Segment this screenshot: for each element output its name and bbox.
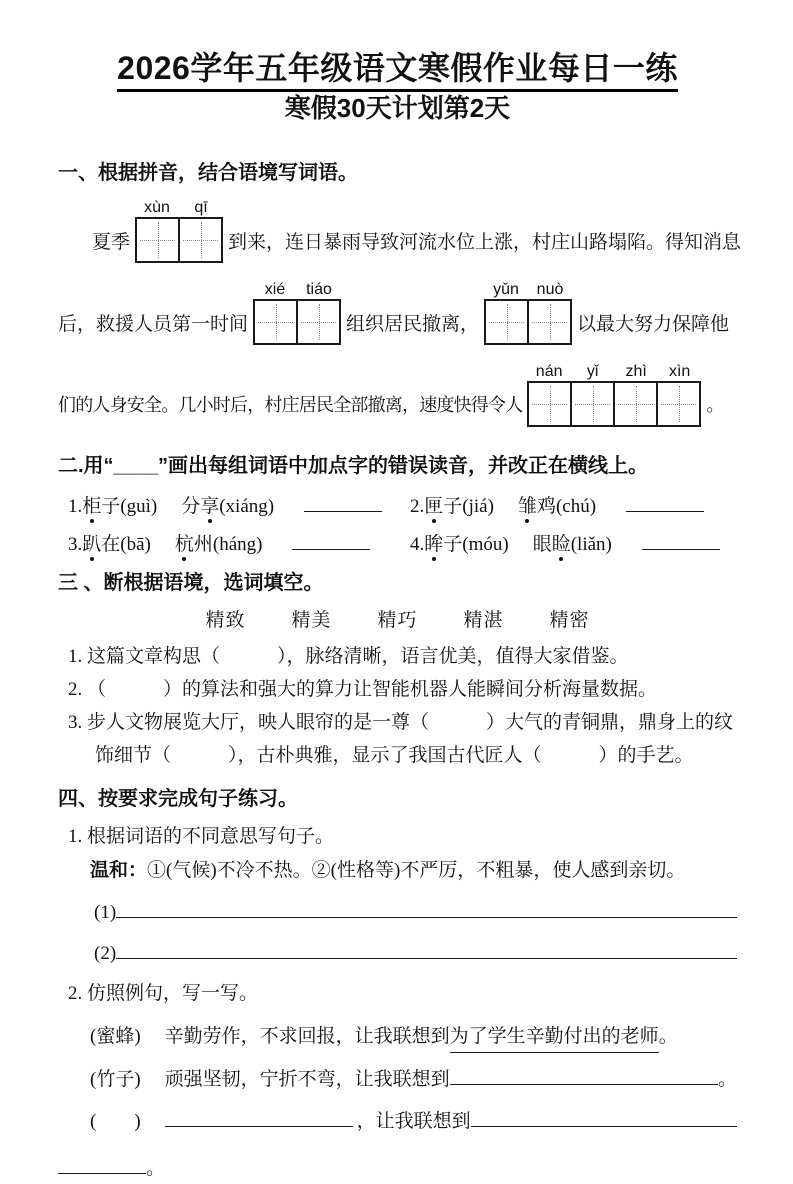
word-pair: [82, 491, 157, 518]
section2-heading: 二.用“____”画出每组词语中加点字的错误读音，并改正在横线上。: [58, 454, 649, 477]
section4-q2-title: 2. 仿照例句，写一写。: [68, 982, 259, 1004]
answer-blank: [471, 1108, 737, 1127]
page-title: 2026学年五年级语文寒假作业每日一练: [117, 50, 678, 92]
section3-item-1: 1. 这篇文章构思（ ），脉络清晰，语言优美，值得大家借鉴。: [68, 645, 629, 667]
word-text: 子(guì): [101, 495, 158, 517]
answer-blank: [642, 531, 720, 550]
writing-cell: [613, 381, 658, 427]
answer-blank: [58, 1155, 146, 1174]
pinyin-writing-grid-yunnuo: [484, 281, 572, 345]
word-bank-item: 精湛: [463, 609, 504, 631]
word-pair: [424, 529, 508, 556]
dotted-char: 杭: [175, 529, 194, 556]
answer-line-1: [94, 898, 737, 928]
answer-blank: [304, 493, 382, 512]
pinyin-label: [527, 364, 701, 380]
pinyin-syllable: tiáo: [306, 281, 332, 299]
pinyin-syllable: yǐ: [586, 363, 599, 381]
writing-cell: [527, 381, 572, 427]
item-number: 4.: [410, 533, 425, 555]
section3-heading: 三 、断根据语境，选词填空。: [58, 571, 324, 594]
pinyin-writing-grid-nanyizhixin: [527, 363, 701, 427]
pinyin-syllable: nán: [535, 363, 563, 381]
item-number: 2.: [410, 495, 425, 517]
row1-tail-text: 到来，连日暴雨导致河流水位上涨，村庄山路塌陷。得知消息: [228, 231, 742, 253]
section2-items: [68, 491, 737, 556]
page-subtitle: 寒假30天计划第2天: [284, 92, 511, 123]
section1-row3: [58, 363, 737, 429]
answer-line-label: (2): [94, 942, 117, 964]
pinyin-syllable: yǔn: [493, 281, 519, 299]
writing-cells: [527, 381, 701, 427]
example-answer-underlined: 为了学生辛勤付出的老师: [450, 1021, 659, 1053]
word-text: 子(móu): [443, 533, 509, 555]
pinyin-syllable: xié: [264, 281, 286, 299]
writing-cell: [484, 299, 529, 345]
dotted-char: 柜: [82, 491, 101, 518]
definition-line: [90, 855, 737, 887]
practice-text: 顽强坚韧，宁折不弯，让我联想到: [164, 1068, 450, 1090]
dotted-char: 趴: [82, 529, 101, 556]
word-text: 眼: [532, 533, 552, 555]
section3-item-2: 2. （ ）的算法和强大的算力让智能机器人能瞬间分析海量数据。: [68, 678, 658, 700]
word-bank-item: 精密: [549, 609, 590, 631]
writing-cells: [253, 299, 341, 345]
pinyin-syllable: xìn: [668, 363, 691, 381]
item-number: 1.: [68, 495, 83, 517]
pinyin-syllable: nuò: [536, 281, 564, 299]
row2-tail-text: 以最大努力保障他: [577, 313, 730, 335]
practice-period: 。: [717, 1068, 737, 1090]
section2-item-2: [410, 491, 737, 518]
section2-item-4: [410, 529, 737, 556]
row2-mid-text: 组织居民撤离，: [346, 313, 480, 335]
dotted-char: 雏: [518, 491, 537, 518]
section4-heading: 四、按要求完成句子练习。: [58, 787, 298, 810]
word-pair: [82, 529, 151, 556]
pinyin-syllable: qī: [194, 199, 208, 217]
word-bank-item: 精美: [291, 609, 332, 631]
word-text: 子(jiá): [443, 495, 494, 517]
title-row: [58, 50, 737, 92]
word-pair: [175, 529, 263, 556]
word-text: 州(háng): [193, 533, 263, 555]
pinyin-label: [135, 200, 223, 216]
section1-row1: [58, 199, 742, 265]
answer-blank: [450, 1066, 718, 1085]
word-pair: [518, 491, 596, 518]
practice-subject-blank: ( ): [90, 1110, 141, 1132]
answer-blank: [626, 493, 704, 512]
pinyin-syllable: zhì: [625, 363, 647, 381]
pinyin-writing-grid-xunqi: [135, 199, 223, 263]
row2-lead-text: 后，救援人员第一时间: [58, 313, 249, 335]
section1-row2: [58, 281, 737, 347]
example-subject: (蜜蜂): [90, 1025, 141, 1047]
word-text: 鸡(chú): [536, 495, 597, 517]
writing-cell: [570, 381, 615, 427]
writing-cell: [178, 217, 223, 263]
word-text: (xiáng): [219, 495, 275, 517]
writing-cells: [484, 299, 572, 345]
section2-item-3: [68, 529, 410, 556]
section1-heading: 一、根据拼音，结合语境写词语。: [58, 161, 358, 184]
example-line-bee: [90, 1021, 737, 1053]
writing-cell: [135, 217, 180, 263]
section2-item-1: [68, 491, 410, 518]
word-text: (liǎn): [570, 533, 612, 555]
row3-lead-text: 们的人身安全。几小时后，村庄居民全部撤离，速度快得令人: [58, 395, 523, 416]
word-pair: [424, 491, 494, 518]
word-bank-item: 精巧: [377, 609, 418, 631]
word-bank-item: 精致: [205, 609, 246, 631]
row3-tail-text: 。: [706, 395, 724, 416]
section4-q1-title: 1. 根据词语的不同意思写句子。: [68, 825, 335, 847]
answer-blank: [292, 531, 370, 550]
word-bank: [58, 605, 737, 632]
practice-line-bamboo: [90, 1064, 737, 1095]
dotted-char: 享: [200, 491, 219, 518]
answer-line-2: [94, 939, 737, 969]
definition-term: 温和：: [90, 859, 148, 881]
example-period: 。: [658, 1025, 678, 1047]
worksheet-header: [58, 50, 737, 124]
pinyin-syllable: xùn: [144, 199, 170, 217]
dotted-char: 睑: [552, 529, 571, 556]
example-text: 辛勤劳作，不求回报，让我联想到: [164, 1025, 450, 1047]
definition-text: ①(气候)不冷不热。②(性格等)不严厉，不粗暴，使人感到亲切。: [147, 859, 686, 881]
dotted-char: 匣: [424, 491, 443, 518]
answer-blank: [116, 899, 737, 918]
answer-blank: [116, 940, 737, 959]
answer-line-label: (1): [94, 901, 117, 923]
writing-cell: [656, 381, 701, 427]
word-text: 在(bā): [101, 533, 151, 555]
answer-blank: [165, 1108, 353, 1127]
practice-line-open: [90, 1106, 737, 1137]
writing-cell: [527, 299, 572, 345]
row1-lead-text: 夏季: [92, 231, 131, 253]
writing-cell: [253, 299, 298, 345]
pinyin-label: [484, 282, 572, 298]
writing-cells: [135, 217, 223, 263]
practice-mid-text: ，让我联想到: [356, 1110, 471, 1132]
pinyin-writing-grid-xietiao: [253, 281, 341, 345]
pinyin-label: [253, 282, 341, 298]
word-text: 分: [181, 495, 201, 517]
section3-item-3: 3. 步人文物展览大厅，映人眼帘的是一尊（ ）大气的青铜鼎，鼎身上的纹饰细节（ ），古朴典雅，显示了我国古代匠人（ ）的手艺。: [68, 711, 734, 766]
practice-period: 。: [146, 1157, 166, 1179]
practice-subject: (竹子): [90, 1068, 141, 1090]
practice-line-continuation: [58, 1153, 737, 1184]
word-pair: [533, 529, 612, 556]
item-number: 3.: [68, 533, 83, 555]
dotted-char: 眸: [424, 529, 443, 556]
writing-cell: [296, 299, 341, 345]
word-pair: [181, 491, 274, 518]
section3-items: [68, 640, 737, 772]
